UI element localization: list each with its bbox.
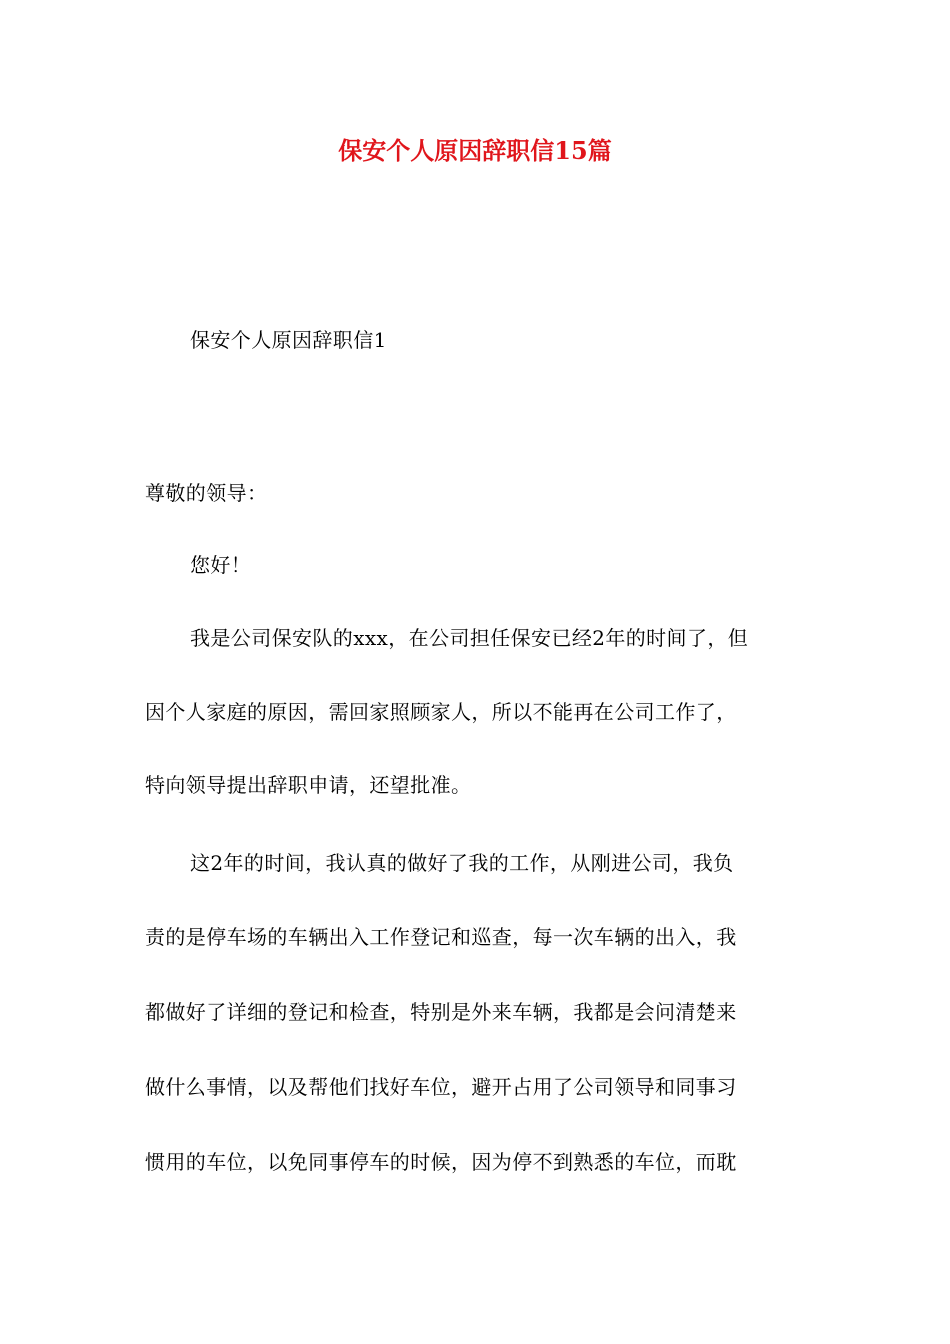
section-subtitle: 保安个人原因辞职信1	[190, 328, 387, 352]
document-title: 保安个人原因辞职信15篇	[338, 136, 612, 165]
salutation: 尊敬的领导：	[145, 481, 268, 505]
paragraph-line: 做什么事情，以及帮他们找好车位，避开占用了公司领导和同事习	[145, 1075, 737, 1099]
paragraph-line: 都做好了详细的登记和检查，特别是外来车辆，我都是会问清楚来	[145, 1000, 737, 1024]
greeting: 您好！	[190, 553, 252, 577]
paragraph-line: 因个人家庭的原因，需回家照顾家人，所以不能再在公司工作了，	[145, 700, 737, 724]
paragraph-line: 惯用的车位，以免同事停车的时候，因为停不到熟悉的车位，而耽	[145, 1150, 737, 1174]
paragraph-line: 责的是停车场的车辆出入工作登记和巡查，每一次车辆的出入，我	[145, 925, 737, 949]
paragraph-line: 这2年的时间，我认真的做好了我的工作，从刚进公司，我负	[190, 851, 734, 875]
paragraph-line: 我是公司保安队的xxx，在公司担任保安已经2年的时间了，但	[190, 626, 749, 650]
paragraph-line: 特向领导提出辞职申请，还望批准。	[145, 773, 472, 797]
